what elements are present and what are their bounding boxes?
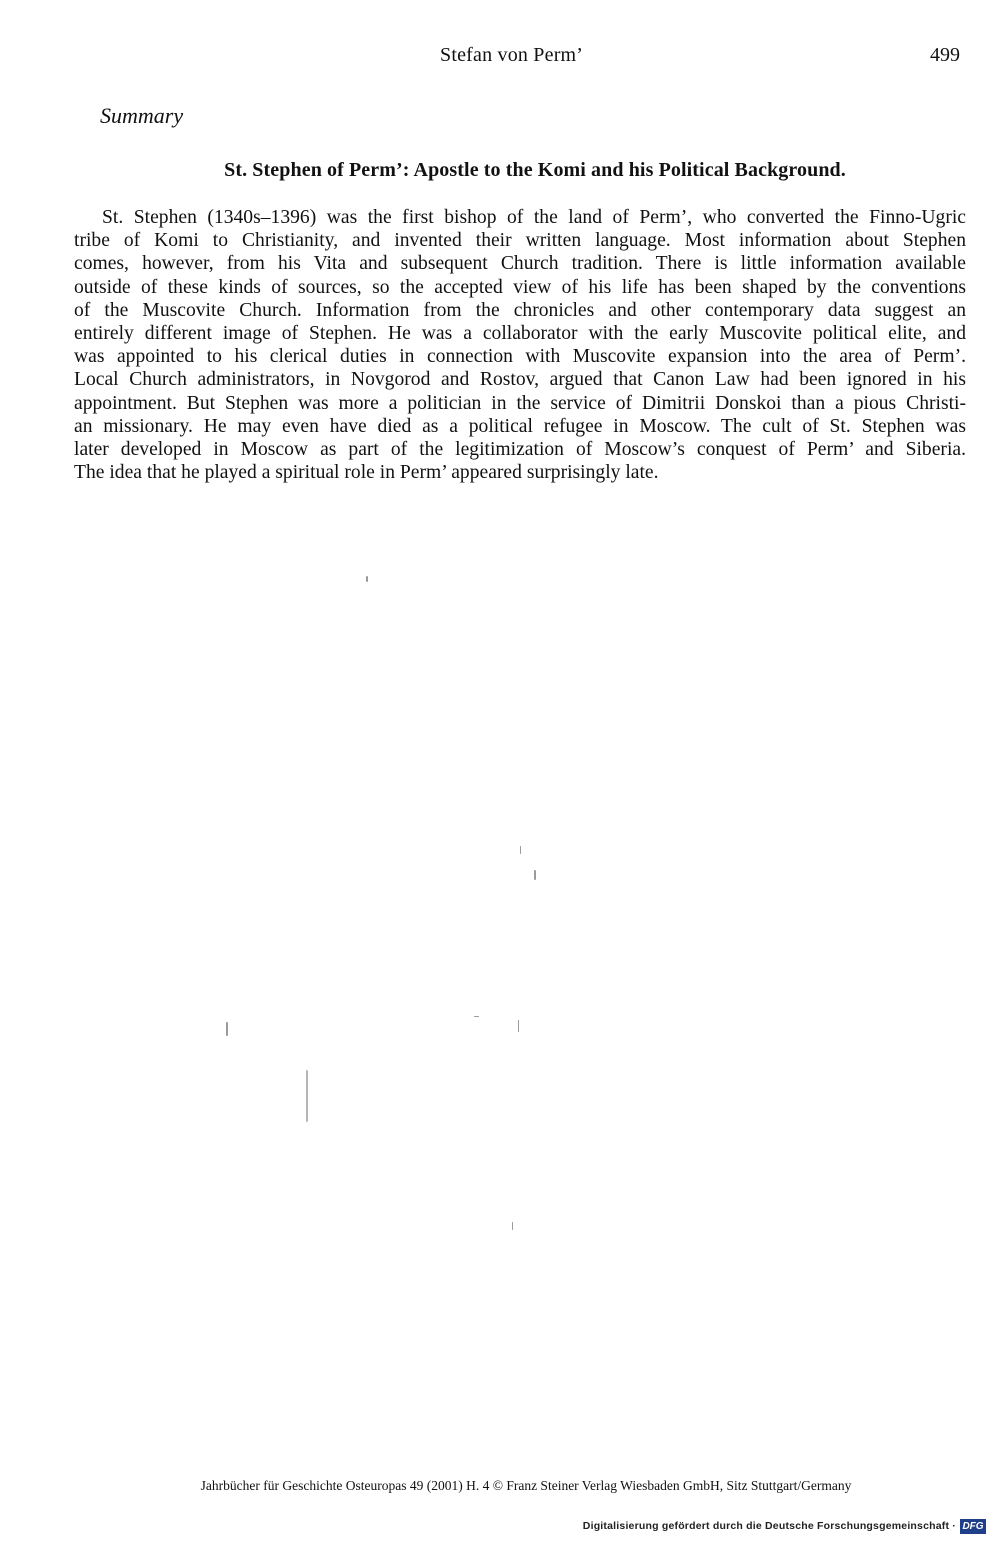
dfg-logo-icon: DFG	[960, 1519, 986, 1534]
scan-speck	[512, 1222, 513, 1230]
paragraph-line: tribe of Komi to Christianity, and invented their written language. Most information about Stephen	[74, 230, 966, 252]
paragraph-line: comes, however, from his Vita and subsequent Church tradition. There is little information available	[74, 253, 966, 275]
paragraph-line: entirely different image of Stephen. He was a collaborator with the early Muscovite political elite, and	[74, 323, 966, 345]
scan-speck	[534, 870, 536, 880]
paragraph-line: St. Stephen (1340s–1396) was the first bishop of the land of Perm’, who converted the Finno-Ugric	[102, 207, 966, 228]
scan-speck	[366, 576, 368, 582]
scan-speck	[306, 1070, 308, 1122]
scan-speck	[474, 1016, 479, 1017]
paragraph-line: outside of these kinds of sources, so the accepted view of his life has been shaped by the conventions	[74, 276, 966, 298]
article-title: St. Stephen of Perm’: Apostle to the Komi and his Political Background.	[224, 159, 846, 181]
paragraph-line: appointment. But Stephen was more a politician in the service of Dimitrii Donskoi than a pious Christi-	[74, 392, 966, 414]
scan-speck	[520, 846, 521, 854]
paragraph-line: The idea that he played a spiritual role in Perm’ appeared surprisingly late.	[74, 462, 659, 484]
scan-speck	[226, 1022, 228, 1036]
paragraph-line: an missionary. He may even have died as a political refugee in Moscow. The cult of St. Stephen was	[74, 415, 966, 437]
section-label: Summary	[100, 103, 184, 128]
paragraph-line: Local Church administrators, in Novgorod and Rostov, argued that Canon Law had been ignored in his	[74, 369, 966, 391]
digitization-credit: Digitalisierung gefördert durch die Deutsche Forschungsgemeinschaft ·	[582, 1520, 956, 1532]
running-head-title: Stefan von Perm’	[440, 44, 584, 66]
page-number: 499	[930, 44, 960, 66]
paragraph-line: later developed in Moscow as part of the legitimization of Moscow’s conquest of Perm’ and Siberia.	[74, 439, 966, 461]
footer-citation: Jahrbücher für Geschichte Osteuropas 49 (2001) H. 4 © Franz Steiner Verlag Wiesbaden GmbH, Sitz Stuttgart/Germany	[200, 1478, 852, 1493]
scan-speck	[518, 1020, 519, 1032]
summary-paragraph	[74, 206, 966, 484]
paragraph-line: of the Muscovite Church. Information from the chronicles and other contemporary data suggest an	[74, 299, 966, 321]
paragraph-line: was appointed to his clerical duties in connection with Muscovite expansion into the area of Perm’.	[74, 346, 966, 368]
